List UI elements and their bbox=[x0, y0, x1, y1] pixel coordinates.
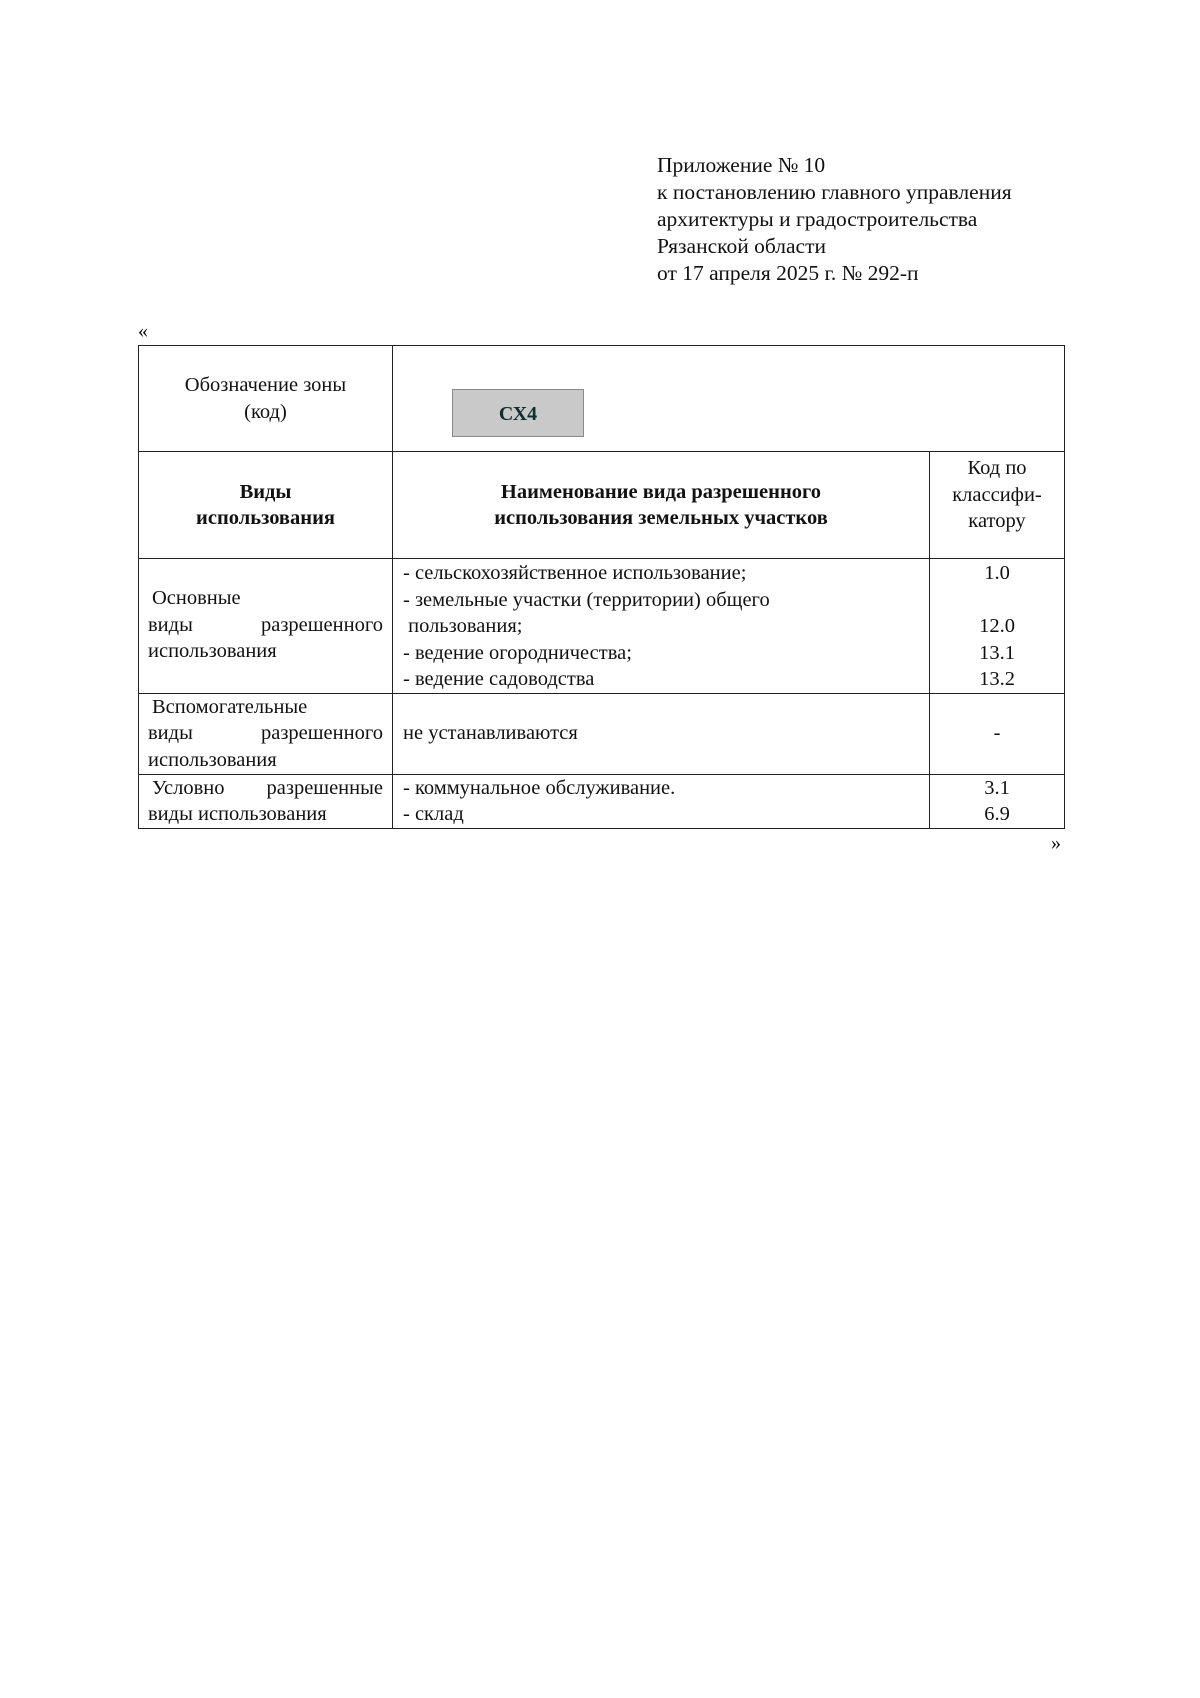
header-code-line3: катору bbox=[968, 510, 1026, 532]
codes-cell bbox=[930, 774, 1065, 828]
appendix-line: архитектуры и градостроительства bbox=[657, 207, 978, 231]
category-line: использования bbox=[148, 748, 277, 771]
list-item: - ведение огородничества; bbox=[403, 641, 632, 664]
list-item: - ведение садоводства bbox=[403, 668, 595, 690]
codes-cell bbox=[930, 559, 1065, 694]
classifier-code: 13.1 bbox=[979, 641, 1015, 664]
header-kinds-line2: использования bbox=[196, 507, 335, 529]
category-line: Условно разрешенные bbox=[152, 776, 383, 799]
zone-label-line1: Обозначение зоны bbox=[184, 374, 347, 396]
table-row-auxiliary bbox=[139, 693, 1065, 774]
header-kinds-line1: Виды bbox=[239, 480, 292, 503]
category-line: виды разрешенного bbox=[148, 613, 383, 636]
header-code-line2: классифи- bbox=[952, 483, 1042, 506]
category-line: виды использования bbox=[148, 803, 327, 825]
header-kinds bbox=[139, 452, 393, 559]
category-line: использования bbox=[148, 640, 277, 662]
appendix-line: от 17 апреля 2025 г. № 292-п bbox=[657, 261, 919, 285]
appendix-line: к постановлению главного управления bbox=[657, 180, 1012, 204]
table-row-main bbox=[139, 559, 1065, 694]
header-code-line1: Код по bbox=[967, 457, 1027, 479]
closing-quote: » bbox=[1051, 832, 1061, 854]
list-item: не устанавливаются bbox=[403, 722, 578, 745]
category-line: Вспомогательные bbox=[152, 695, 308, 718]
classifier-code: 6.9 bbox=[984, 803, 1010, 825]
zone-row bbox=[139, 346, 1065, 452]
appendix-line: Приложение № 10 bbox=[657, 153, 826, 177]
list-item: пользования; bbox=[403, 615, 523, 637]
list-item: - склад bbox=[403, 803, 464, 825]
category-line: виды разрешенного bbox=[148, 722, 383, 744]
list-item: - сельскохозяйственное использование; bbox=[403, 562, 747, 584]
zone-code-cell bbox=[393, 346, 1065, 452]
category-line: Основные bbox=[152, 587, 241, 609]
classifier-code: 1.0 bbox=[984, 562, 1010, 584]
category-cell bbox=[139, 559, 393, 694]
appendix-header bbox=[657, 152, 1012, 287]
items-cell bbox=[393, 774, 930, 828]
list-item: - земельные участки (территории) общего bbox=[403, 588, 770, 611]
classifier-code bbox=[930, 587, 1064, 614]
items-cell bbox=[393, 559, 930, 694]
zone-table bbox=[138, 345, 1065, 829]
category-cell bbox=[139, 693, 393, 774]
table-header-row bbox=[139, 452, 1065, 559]
codes-cell bbox=[930, 693, 1065, 774]
items-cell bbox=[393, 693, 930, 774]
zone-code-badge: СХ4 bbox=[452, 389, 584, 437]
zone-label-line2: (код) bbox=[244, 400, 287, 423]
appendix-line: Рязанской области bbox=[657, 234, 826, 258]
header-name bbox=[393, 452, 930, 559]
classifier-code: 3.1 bbox=[984, 776, 1010, 799]
classifier-code: - bbox=[993, 722, 1001, 745]
category-cell bbox=[139, 774, 393, 828]
header-code bbox=[930, 452, 1065, 559]
list-item: - коммунальное обслуживание. bbox=[403, 776, 676, 799]
classifier-code: 13.2 bbox=[979, 668, 1015, 690]
header-name-line2: использования земельных участков bbox=[494, 507, 828, 529]
zone-label-cell bbox=[139, 346, 393, 452]
classifier-code: 12.0 bbox=[979, 615, 1015, 637]
opening-quote: « bbox=[138, 320, 148, 342]
header-name-line1: Наименование вида разрешенного bbox=[500, 480, 822, 503]
table-row-conditional bbox=[139, 774, 1065, 828]
